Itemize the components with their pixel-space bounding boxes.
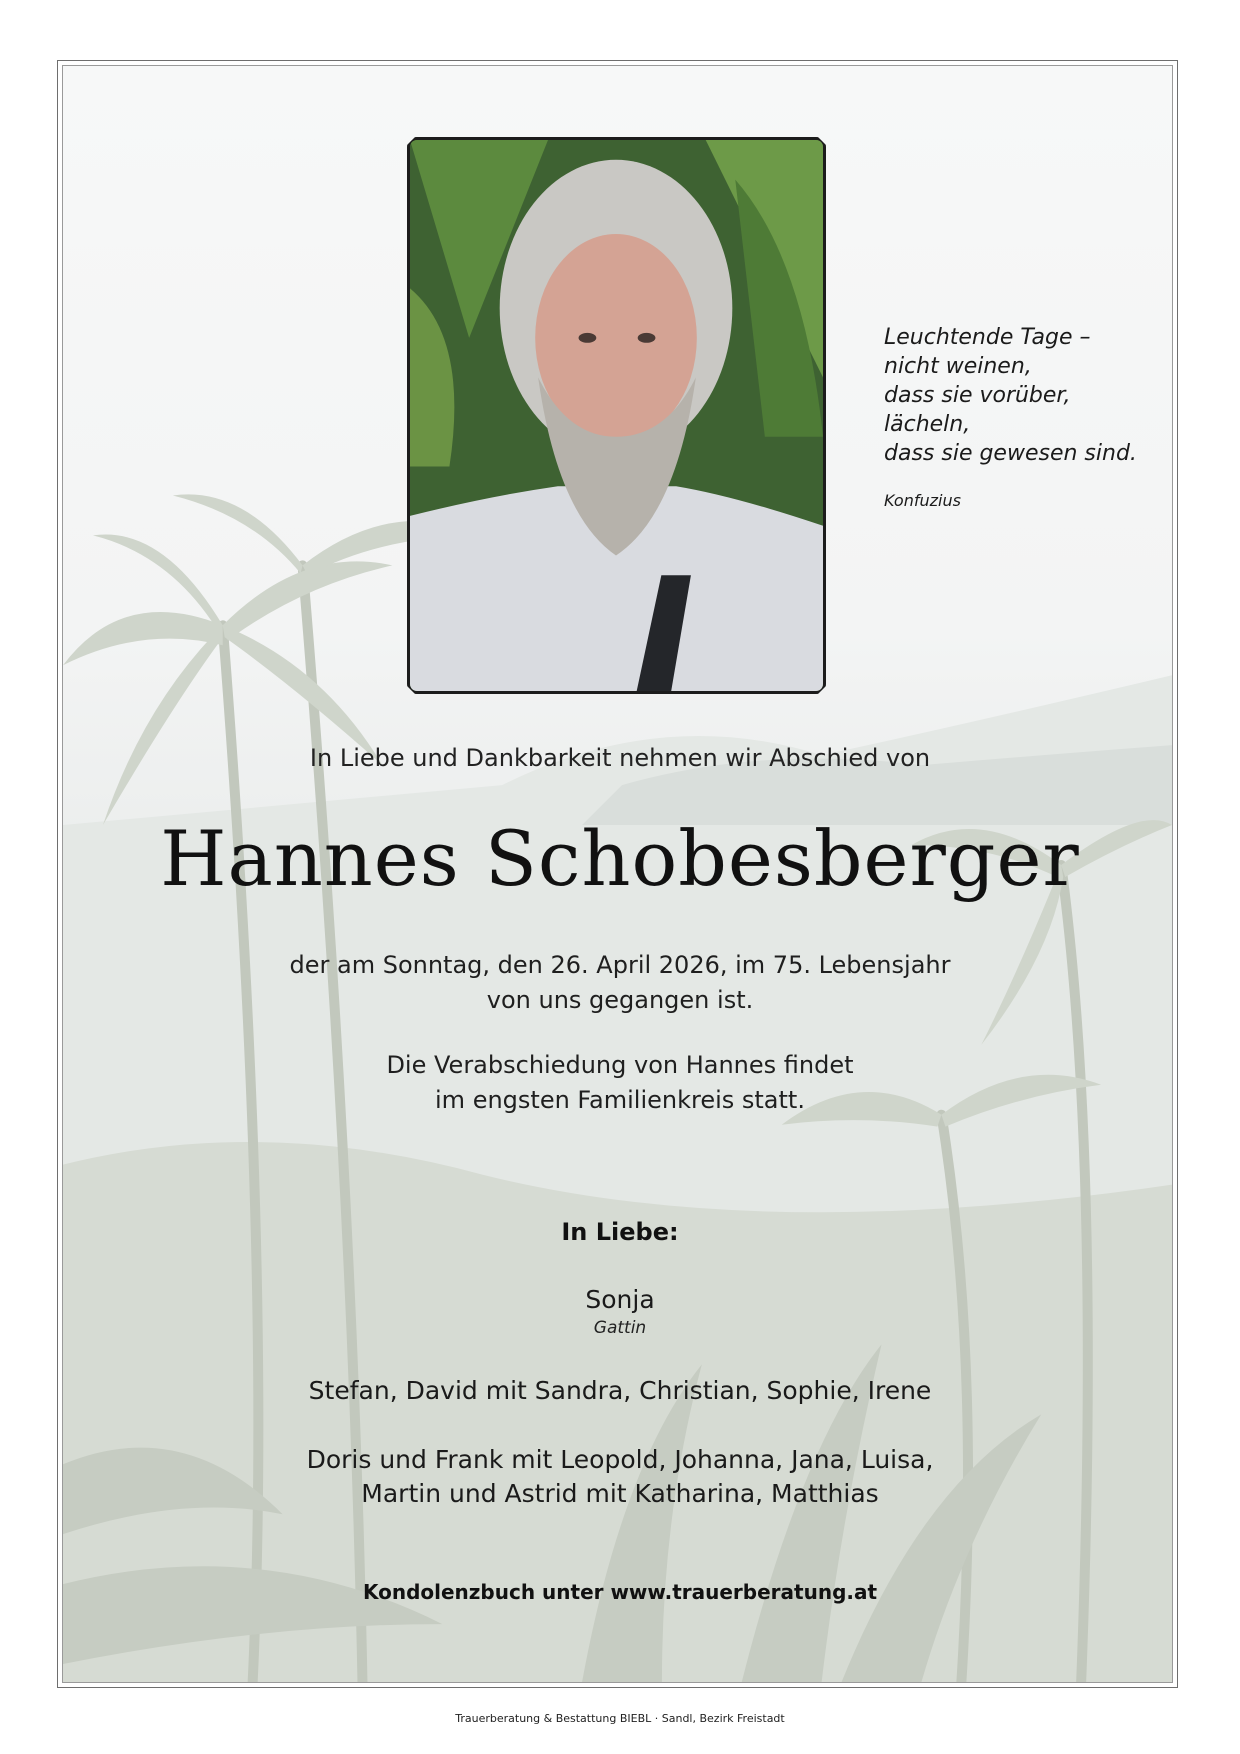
death-notice-line: der am Sonntag, den 26. April 2026, im 75. Lebensjahr (289, 951, 951, 979)
deceased-portrait-photo (407, 137, 826, 694)
spouse-role: Gattin (593, 1318, 647, 1338)
children-list (0, 1374, 1240, 1408)
death-notice-line: von uns gegangen ist. (486, 986, 754, 1014)
siblings-list (0, 1443, 1240, 1511)
spouse-name: Sonja (585, 1285, 655, 1314)
quote-author: Konfuzius (884, 491, 961, 510)
siblings-line: Martin und Astrid mit Katharina, Matthias (361, 1479, 879, 1508)
farewell-notice (0, 1048, 1240, 1118)
mourners-heading: In Liebe: (561, 1218, 679, 1246)
farewell-line: Die Verabschiedung von Hannes findet (386, 1051, 854, 1079)
quote-line: nicht weinen, (884, 354, 1032, 379)
quote (884, 323, 1164, 468)
children-line: Stefan, David mit Sandra, Christian, Sophie, Irene (308, 1376, 932, 1405)
deceased-name: Hannes Schobesberger (160, 814, 1080, 903)
siblings-line: Doris und Frank mit Leopold, Johanna, Jana, Luisa, (306, 1445, 934, 1474)
condolence-link[interactable]: Kondolenzbuch unter www.trauerberatung.at (362, 1580, 878, 1604)
farewell-line: im engsten Familienkreis statt. (435, 1086, 805, 1114)
death-notice (0, 948, 1240, 1018)
intro-text: In Liebe und Dankbarkeit nehmen wir Abschied von (309, 744, 931, 772)
quote-line: Leuchtende Tage – (884, 325, 1091, 350)
quote-line: dass sie gewesen sind. (884, 441, 1137, 466)
quote-line: dass sie vorüber, (884, 383, 1071, 408)
footer-credit: Trauerberatung & Bestattung BIEBL · Sandl, Bezirk Freistadt (455, 1712, 785, 1725)
quote-line: lächeln, (884, 412, 971, 437)
